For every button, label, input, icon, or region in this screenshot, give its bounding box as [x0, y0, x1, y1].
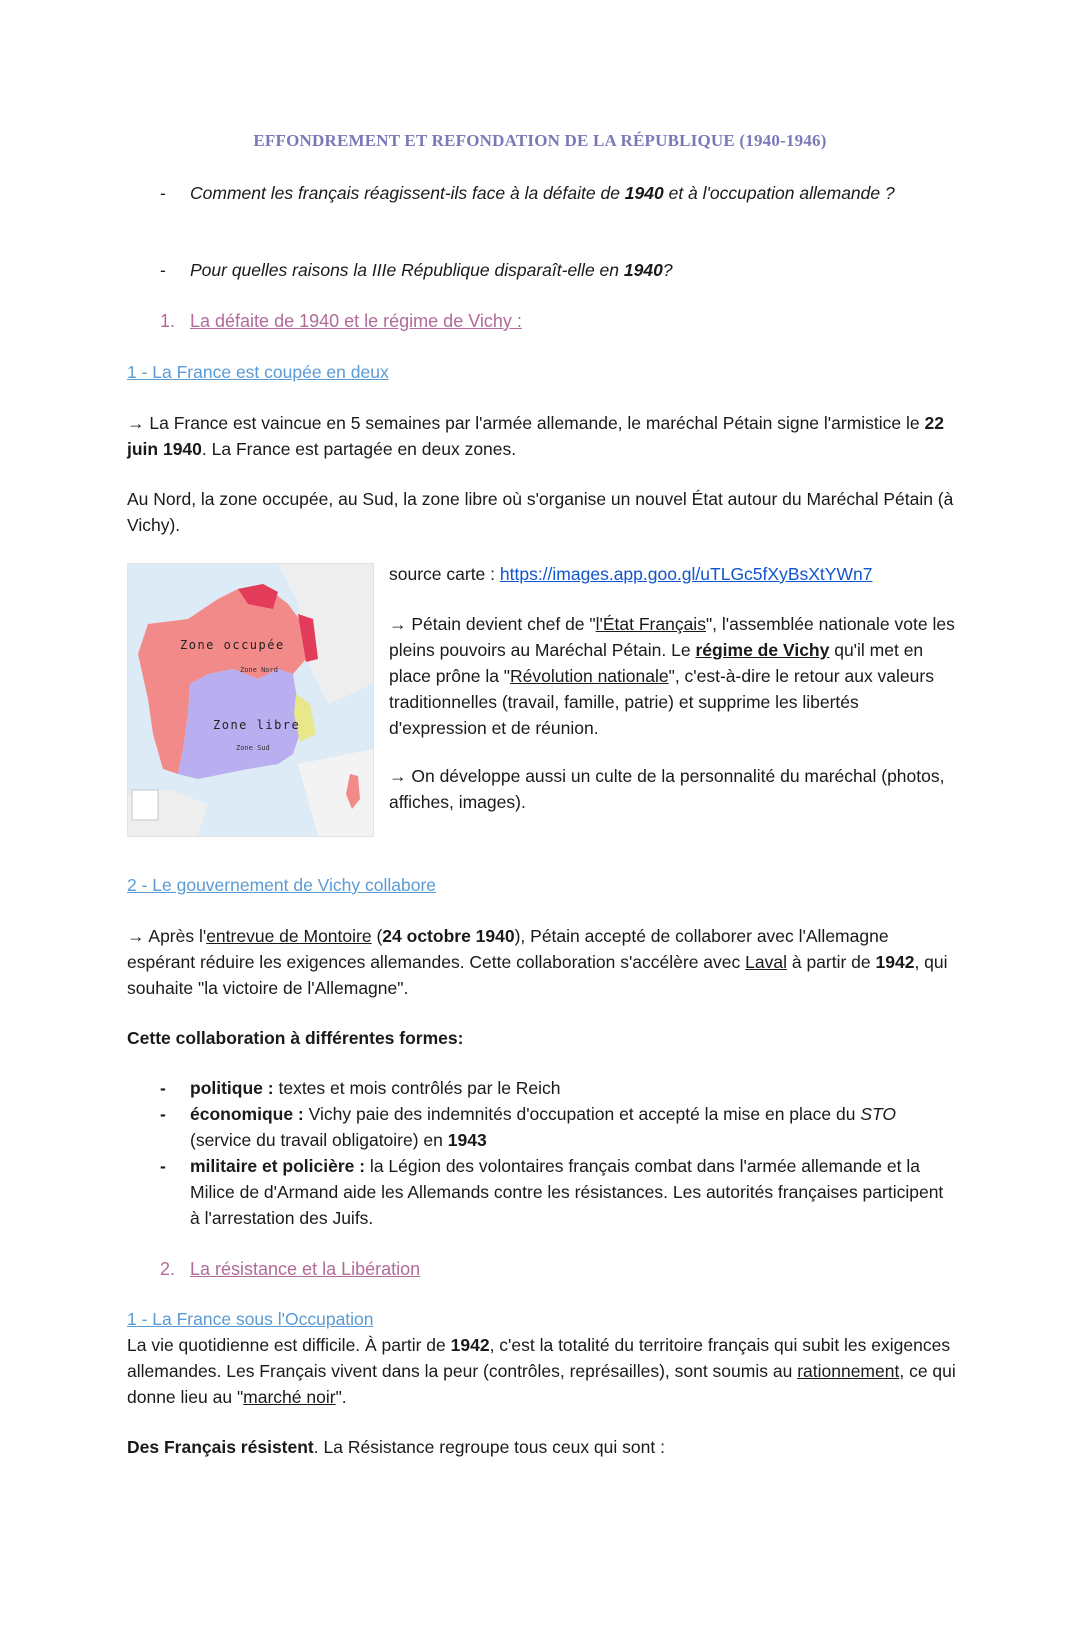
compass-icon	[132, 790, 158, 820]
list-bullet: -	[160, 1078, 166, 1098]
paragraph-resistance: Des Français résistent. La Résistance regroupe tous ceux qui sont :	[127, 1437, 665, 1457]
map-label-zone-libre: Zone libre	[213, 718, 301, 732]
list-bullet: -	[160, 1104, 166, 1124]
paragraph-montoire: → Après l'entrevue de Montoire (24 octobre 1940), Pétain accepté de collaborer avec l'Allemagne espérant réduire les exigences allemandes. Cette collaboration s'accélère avec Laval à partir de 1942, qui souhaite "la victoire de l'Allemagne".	[127, 926, 948, 998]
paragraph-culte: → On développe aussi un culte de la personnalité du maréchal (photos, affiches, images).	[389, 766, 945, 812]
question-dash: -	[160, 183, 166, 203]
forms-heading: Cette collaboration à différentes formes:	[127, 1028, 464, 1048]
document-title: EFFONDREMENT ET REFONDATION DE LA RÉPUBLIQUE (1940-1946)	[253, 131, 827, 150]
map-label-zone-occupee: Zone occupée	[180, 638, 285, 652]
paragraph-armistice: → La France est vaincue en 5 semaines par l'armée allemande, le maréchal Pétain signe l'armistice le 22 juin 1940. La France est partagée en deux zones.	[127, 413, 944, 459]
list-bullet: -	[160, 1156, 166, 1176]
subsection-3-heading: 1 - La France sous l'Occupation	[127, 1309, 374, 1329]
question-dash: -	[160, 260, 166, 280]
subsection-1-heading: 1 - La France est coupée en deux	[127, 362, 389, 382]
list-item: militaire et policière : la Légion des volontaires français combat dans l'armée allemande et la Milice de d'Armand aide les Allemands contre les résistances. Les autorités françaises participent à l'arrestation des Juifs.	[190, 1156, 944, 1228]
map-label-zone-nord: Zone Nord	[240, 666, 278, 674]
france-map-image	[127, 563, 374, 837]
map-source-link[interactable]: https://images.app.goo.gl/uTLGc5fXyBsXtYWn7	[499, 564, 873, 584]
map-label-zone-sud: Zone Sud	[236, 744, 270, 752]
subsection-2-heading: 2 - Le gouvernement de Vichy collabore	[127, 875, 437, 895]
france-map-drawing	[128, 564, 373, 836]
paragraph-occupation: La vie quotidienne est difficile. À partir de 1942, c'est la totalité du territoire français qui subit les exigences allemandes. Les Français vivent dans la peur (contrôles, représailles), sont soumis au rationnement, ce qui donne lieu au "marché noir".	[127, 1335, 956, 1407]
paragraph-zones: Au Nord, la zone occupée, au Sud, la zone libre où s'organise un nouvel État autour du Maréchal Pétain (à Vichy).	[127, 489, 954, 535]
section-1-heading: 1. La défaite de 1940 et le régime de Vichy :	[160, 311, 522, 331]
paragraph-etat-francais: → Pétain devient chef de "l'État Français", l'assemblée nationale vote les pleins pouvoirs au Maréchal Pétain. Le régime de Vichy qu'il met en place prône la "Révolution nationale", c'est-à-dire le retour aux valeurs traditionnelles (travail, famille, patrie) et supprime les libertés d'expression et de réunion.	[389, 614, 955, 738]
question-1: Comment les français réagissent-ils face à la défaite de 1940 et à l'occupation allemande ?	[190, 183, 895, 203]
list-item: politique : textes et mois contrôlés par le Reich	[190, 1078, 561, 1098]
question-2: Pour quelles raisons la IIIe République disparaît-elle en 1940?	[190, 260, 673, 280]
map-source: source carte : https://images.app.goo.gl/uTLGc5fXyBsXtYWn7	[389, 564, 873, 584]
list-item: économique : Vichy paie des indemnités d'occupation et accepté la mise en place du STO (service du travail obligatoire) en 1943	[190, 1104, 896, 1150]
section-2-heading: 2. La résistance et la Libération	[160, 1259, 421, 1279]
